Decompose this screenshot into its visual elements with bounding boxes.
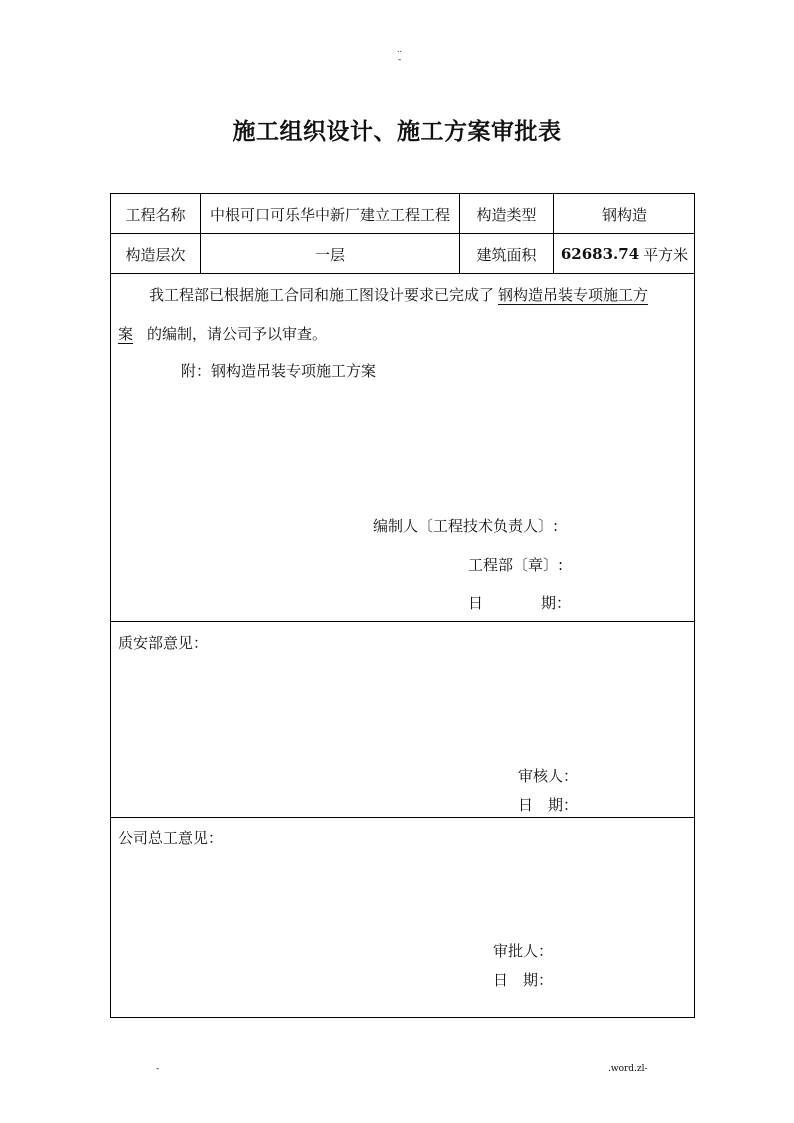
floors-label: 构造层次 [125, 245, 186, 264]
floors-value: 一层 [314, 245, 345, 264]
area-number: 62683.74 [560, 245, 640, 263]
chief-date-label: 日 期： [493, 971, 554, 989]
section-divider-chief [111, 817, 694, 818]
footer-right: .word.zl- [608, 1064, 648, 1074]
area-label: 建筑面积 [476, 245, 537, 264]
plan-name-part-2: 案 [118, 325, 134, 343]
project-name-value: 中根可口可乐华中新厂建立工程工程 [209, 205, 450, 224]
submission-date-char-1: 日 [468, 594, 484, 612]
area-value [554, 234, 695, 274]
section-divider-qa [111, 621, 694, 622]
header-dash: - [398, 55, 402, 65]
plan-name-part-1: 钢构造吊装专项施工方 [498, 286, 649, 304]
submission-line-2 [118, 324, 327, 344]
preparer-label: 编制人〔工程技术负责人〕: [373, 517, 559, 535]
project-name-label: 工程名称 [125, 205, 186, 224]
approval-form [110, 193, 695, 1018]
submission-date-char-2: 期： [541, 594, 572, 612]
chief-heading: 公司总工意见： [118, 829, 224, 847]
footer-left: - [156, 1064, 160, 1074]
chief-approver-label: 审批人： [493, 942, 554, 960]
structure-type-label: 构造类型 [476, 205, 537, 224]
area-unit: 平方米 [643, 245, 689, 264]
qa-date-label: 日 期： [518, 796, 579, 814]
submission-suffix: 的编制，请公司予以审查。 [147, 325, 328, 343]
form-title: 施工组织设计、施工方案审批表 [232, 119, 562, 145]
submission-line-1 [149, 285, 648, 305]
header-dots: .. [397, 45, 403, 54]
qa-heading: 质安部意见： [118, 634, 209, 652]
attachment-line: 附：钢构造吊装专项施工方案 [181, 362, 377, 380]
submission-prefix: 我工程部已根据施工合同和施工图设计要求已完成了 [149, 286, 495, 304]
structure-type-value: 钢构造 [601, 205, 647, 224]
qa-reviewer-label: 审核人： [518, 767, 579, 785]
dept-stamp-label: 工程部〔章〕: [468, 556, 564, 574]
